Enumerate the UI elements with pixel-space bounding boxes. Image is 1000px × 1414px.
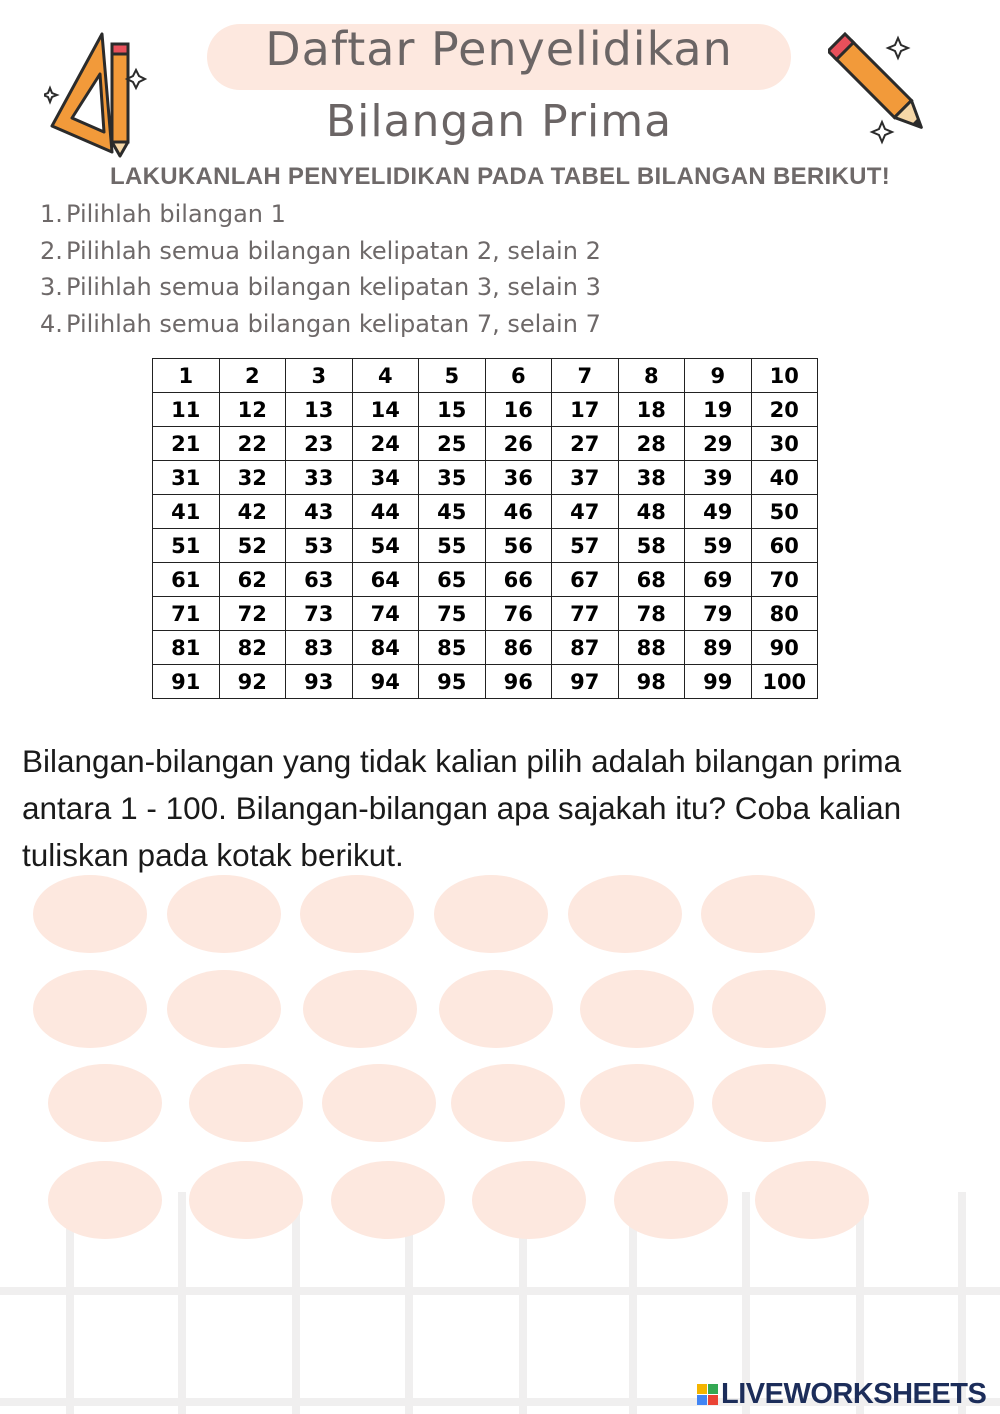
number-cell[interactable]: 20 bbox=[751, 393, 818, 427]
number-cell[interactable]: 45 bbox=[419, 495, 486, 529]
answer-input[interactable] bbox=[167, 875, 281, 953]
number-cell[interactable]: 2 bbox=[219, 359, 286, 393]
number-cell[interactable]: 26 bbox=[485, 427, 552, 461]
table-row bbox=[153, 495, 818, 529]
number-cell[interactable]: 43 bbox=[286, 495, 353, 529]
number-cell[interactable]: 72 bbox=[219, 597, 286, 631]
number-cell[interactable]: 53 bbox=[286, 529, 353, 563]
number-cell[interactable]: 55 bbox=[419, 529, 486, 563]
number-cell[interactable]: 79 bbox=[685, 597, 752, 631]
answer-input[interactable] bbox=[300, 875, 414, 953]
answer-input[interactable] bbox=[580, 1064, 694, 1142]
number-cell[interactable]: 100 bbox=[751, 665, 818, 699]
number-cell[interactable]: 15 bbox=[419, 393, 486, 427]
table-row bbox=[153, 427, 818, 461]
number-cell[interactable]: 18 bbox=[618, 393, 685, 427]
table-row bbox=[153, 529, 818, 563]
instruction-heading: LAKUKANLAH PENYELIDIKAN PADA TABEL BILANGAN BERIKUT! bbox=[109, 163, 891, 190]
number-cell[interactable]: 80 bbox=[751, 597, 818, 631]
number-cell[interactable]: 59 bbox=[685, 529, 752, 563]
number-cell[interactable]: 3 bbox=[286, 359, 353, 393]
answer-input[interactable] bbox=[303, 970, 417, 1048]
number-cell[interactable]: 68 bbox=[618, 563, 685, 597]
number-cell[interactable]: 42 bbox=[219, 495, 286, 529]
number-cell[interactable]: 60 bbox=[751, 529, 818, 563]
number-cell[interactable]: 9 bbox=[685, 359, 752, 393]
answer-input[interactable] bbox=[568, 875, 682, 953]
answer-input[interactable] bbox=[48, 1064, 162, 1142]
number-cell[interactable]: 40 bbox=[751, 461, 818, 495]
number-cell[interactable]: 22 bbox=[219, 427, 286, 461]
logo-icon bbox=[697, 1384, 718, 1405]
number-cell[interactable]: 12 bbox=[219, 393, 286, 427]
number-cell[interactable]: 8 bbox=[618, 359, 685, 393]
number-cell[interactable]: 88 bbox=[618, 631, 685, 665]
number-cell[interactable]: 85 bbox=[419, 631, 486, 665]
answer-input[interactable] bbox=[48, 1161, 162, 1239]
answer-input[interactable] bbox=[712, 1064, 826, 1142]
answer-input[interactable] bbox=[434, 875, 548, 953]
number-cell[interactable]: 14 bbox=[352, 393, 419, 427]
answer-input[interactable] bbox=[167, 970, 281, 1048]
number-cell[interactable]: 31 bbox=[153, 461, 220, 495]
number-cell[interactable]: 87 bbox=[552, 631, 619, 665]
number-cell[interactable]: 94 bbox=[352, 665, 419, 699]
number-cell[interactable]: 89 bbox=[685, 631, 752, 665]
number-cell[interactable]: 52 bbox=[219, 529, 286, 563]
answer-input[interactable] bbox=[472, 1161, 586, 1239]
answer-input[interactable] bbox=[701, 875, 815, 953]
number-cell[interactable]: 34 bbox=[352, 461, 419, 495]
table-row bbox=[153, 461, 818, 495]
number-cell[interactable]: 24 bbox=[352, 427, 419, 461]
table-row bbox=[153, 393, 818, 427]
number-cell[interactable]: 99 bbox=[685, 665, 752, 699]
number-cell[interactable]: 54 bbox=[352, 529, 419, 563]
number-cell[interactable]: 30 bbox=[751, 427, 818, 461]
number-cell[interactable]: 78 bbox=[618, 597, 685, 631]
page-title: Daftar Penyelidikan bbox=[265, 22, 733, 76]
number-cell[interactable]: 77 bbox=[552, 597, 619, 631]
number-cell[interactable]: 57 bbox=[552, 529, 619, 563]
steps-list bbox=[40, 196, 601, 342]
answer-input[interactable] bbox=[189, 1161, 303, 1239]
number-cell[interactable]: 10 bbox=[751, 359, 818, 393]
ruler-pencil-icon bbox=[44, 30, 156, 158]
number-cell[interactable]: 51 bbox=[153, 529, 220, 563]
number-cell[interactable]: 27 bbox=[552, 427, 619, 461]
number-cell[interactable]: 64 bbox=[352, 563, 419, 597]
number-cell[interactable]: 37 bbox=[552, 461, 619, 495]
number-cell[interactable]: 32 bbox=[219, 461, 286, 495]
answer-input[interactable] bbox=[33, 970, 147, 1048]
number-cell[interactable]: 11 bbox=[153, 393, 220, 427]
number-cell[interactable]: 58 bbox=[618, 529, 685, 563]
number-cell[interactable]: 28 bbox=[618, 427, 685, 461]
number-cell[interactable]: 66 bbox=[485, 563, 552, 597]
step-item: 2. Pilihlah semua bilangan kelipatan 2, selain 2 bbox=[40, 236, 601, 265]
pencil-icon bbox=[828, 30, 946, 154]
step-item: 4. Pilihlah semua bilangan kelipatan 7, selain 7 bbox=[40, 309, 601, 338]
number-cell[interactable]: 16 bbox=[485, 393, 552, 427]
number-cell[interactable]: 84 bbox=[352, 631, 419, 665]
table-row bbox=[153, 563, 818, 597]
number-cell[interactable]: 5 bbox=[419, 359, 486, 393]
number-cell[interactable]: 46 bbox=[485, 495, 552, 529]
number-cell[interactable]: 73 bbox=[286, 597, 353, 631]
number-table bbox=[152, 358, 818, 699]
number-cell[interactable]: 75 bbox=[419, 597, 486, 631]
number-cell[interactable]: 25 bbox=[419, 427, 486, 461]
number-cell[interactable]: 1 bbox=[153, 359, 220, 393]
number-cell[interactable]: 39 bbox=[685, 461, 752, 495]
number-cell[interactable]: 50 bbox=[751, 495, 818, 529]
table-row bbox=[153, 597, 818, 631]
number-cell[interactable]: 35 bbox=[419, 461, 486, 495]
number-cell[interactable]: 63 bbox=[286, 563, 353, 597]
answer-input[interactable] bbox=[33, 875, 147, 953]
number-cell[interactable]: 62 bbox=[219, 563, 286, 597]
number-cell[interactable]: 67 bbox=[552, 563, 619, 597]
number-cell[interactable]: 83 bbox=[286, 631, 353, 665]
answer-input[interactable] bbox=[189, 1064, 303, 1142]
number-cell[interactable]: 23 bbox=[286, 427, 353, 461]
number-cell[interactable]: 76 bbox=[485, 597, 552, 631]
number-cell[interactable]: 21 bbox=[153, 427, 220, 461]
step-item: 3. Pilihlah semua bilangan kelipatan 3, selain 3 bbox=[40, 273, 601, 301]
number-cell[interactable]: 69 bbox=[685, 563, 752, 597]
number-cell[interactable]: 93 bbox=[286, 665, 353, 699]
number-cell[interactable]: 47 bbox=[552, 495, 619, 529]
number-cell[interactable]: 82 bbox=[219, 631, 286, 665]
number-cell[interactable]: 97 bbox=[552, 665, 619, 699]
number-cell[interactable]: 81 bbox=[153, 631, 220, 665]
number-cell[interactable]: 96 bbox=[485, 665, 552, 699]
answer-input[interactable] bbox=[712, 970, 826, 1048]
number-cell[interactable]: 95 bbox=[419, 665, 486, 699]
answer-input[interactable] bbox=[322, 1064, 436, 1142]
answer-input[interactable] bbox=[614, 1161, 728, 1239]
answer-input[interactable] bbox=[580, 970, 694, 1048]
number-cell[interactable]: 44 bbox=[352, 495, 419, 529]
answer-input[interactable] bbox=[439, 970, 553, 1048]
number-cell[interactable]: 71 bbox=[153, 597, 220, 631]
answer-input[interactable] bbox=[451, 1064, 565, 1142]
page-subtitle: Bilangan Prima bbox=[325, 96, 673, 147]
table-row bbox=[153, 665, 818, 699]
number-cell[interactable]: 4 bbox=[352, 359, 419, 393]
instruction-text: Bilangan-bilangan yang tidak kalian pilih adalah bilangan prima antara 1 - 100. Bilangan-bilangan apa sajakah itu? Coba kalian tuliskan pada kotak berikut. bbox=[22, 743, 902, 873]
number-cell[interactable]: 98 bbox=[618, 665, 685, 699]
number-cell[interactable]: 70 bbox=[751, 563, 818, 597]
answer-input[interactable] bbox=[755, 1161, 869, 1239]
number-cell[interactable]: 61 bbox=[153, 563, 220, 597]
number-cell[interactable]: 29 bbox=[685, 427, 752, 461]
number-cell[interactable]: 65 bbox=[419, 563, 486, 597]
step-item: 1. Pilihlah bilangan 1 bbox=[40, 200, 286, 228]
number-cell[interactable]: 90 bbox=[751, 631, 818, 665]
table-row bbox=[153, 631, 818, 665]
number-cell[interactable]: 38 bbox=[618, 461, 685, 495]
number-cell[interactable]: 91 bbox=[153, 665, 220, 699]
number-cell[interactable]: 36 bbox=[485, 461, 552, 495]
number-cell[interactable]: 56 bbox=[485, 529, 552, 563]
number-cell[interactable]: 13 bbox=[286, 393, 353, 427]
number-cell[interactable]: 6 bbox=[485, 359, 552, 393]
number-cell[interactable]: 49 bbox=[685, 495, 752, 529]
number-cell[interactable]: 86 bbox=[485, 631, 552, 665]
number-cell[interactable]: 19 bbox=[685, 393, 752, 427]
number-cell[interactable]: 17 bbox=[552, 393, 619, 427]
number-cell[interactable]: 41 bbox=[153, 495, 220, 529]
number-cell[interactable]: 48 bbox=[618, 495, 685, 529]
answer-input[interactable] bbox=[331, 1161, 445, 1239]
number-cell[interactable]: 74 bbox=[352, 597, 419, 631]
table-row bbox=[153, 359, 818, 393]
number-cell[interactable]: 7 bbox=[552, 359, 619, 393]
liveworksheets-logo: LIVEWORKSHEETS bbox=[697, 1378, 986, 1411]
number-cell[interactable]: 33 bbox=[286, 461, 353, 495]
number-cell[interactable]: 92 bbox=[219, 665, 286, 699]
